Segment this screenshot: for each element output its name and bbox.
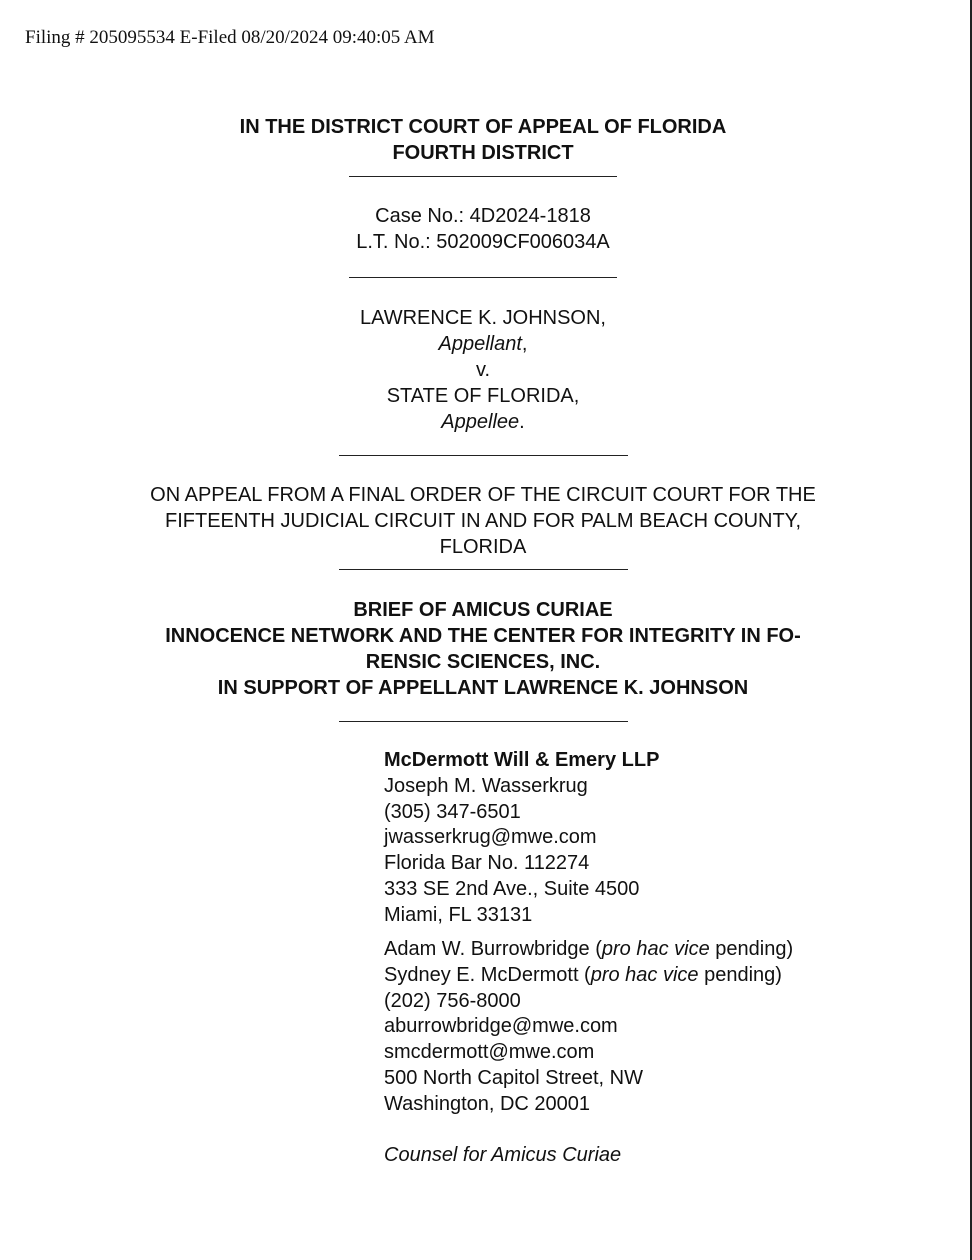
office-street-address: 333 SE 2nd Ave., Suite 4500 xyxy=(384,877,640,900)
appellee-period: . xyxy=(519,411,525,433)
pending-label: pending) xyxy=(698,963,782,986)
appellee-designation xyxy=(0,409,966,435)
pro-hac-vice-label: pro hac vice xyxy=(601,938,710,960)
parties xyxy=(0,305,966,435)
divider-5 xyxy=(339,721,628,722)
counsel-role-block xyxy=(384,1143,944,1169)
florida-bar-number: Florida Bar No. 112274 xyxy=(384,852,590,875)
office-city: Miami, FL 33131 xyxy=(384,903,533,926)
divider-4 xyxy=(339,569,628,570)
law-firm-name: McDermott Will & Emery LLP xyxy=(384,749,660,771)
appeal-line-2: FIFTEENTH JUDICIAL CIRCUIT IN AND FOR PALM BEACH COUNTY, xyxy=(165,510,801,532)
brief-title-line-4: IN SUPPORT OF APPELLANT LAWRENCE K. JOHNSON xyxy=(217,677,749,699)
divider-1 xyxy=(349,176,617,177)
attorney-email-mcdermott: smcdermott@mwe.com xyxy=(384,1041,595,1064)
brief-title xyxy=(0,597,966,701)
attorney-phone: (305) 347-6501 xyxy=(384,800,521,823)
divider-3 xyxy=(339,455,628,456)
appeal-line-3: FLORIDA xyxy=(439,536,527,558)
case-numbers xyxy=(0,203,966,255)
brief-title-line-1: BRIEF OF AMICUS CURIAE xyxy=(353,599,613,621)
attorney-email: jwasserkrug@mwe.com xyxy=(384,826,597,849)
appeal-origin xyxy=(0,482,966,560)
brief-title-line-2: INNOCENCE NETWORK AND THE CENTER FOR INTEGRITY IN FO- xyxy=(165,625,801,647)
versus: v. xyxy=(475,359,491,381)
attorney-mcdermott-name: Sydney E. McDermott ( xyxy=(384,963,591,986)
court-name: IN THE DISTRICT COURT OF APPEAL OF FLORIDA xyxy=(239,116,727,138)
dc-office-street-address: 500 North Capitol Street, NW xyxy=(384,1066,643,1089)
case-number: Case No.: 4D2024-1818 xyxy=(375,205,591,227)
appeal-line-1: ON APPEAL FROM A FINAL ORDER OF THE CIRCUIT COURT FOR THE xyxy=(150,484,816,506)
counsel-block-dc xyxy=(384,937,944,1118)
attorney-burrowbridge-name: Adam W. Burrowbridge ( xyxy=(384,938,602,960)
divider-2 xyxy=(349,277,617,278)
dc-office-city: Washington, DC 20001 xyxy=(384,1092,591,1115)
counsel-block-miami xyxy=(384,748,944,929)
pro-hac-vice-label: pro hac vice xyxy=(590,963,699,986)
appellee-role: Appellee xyxy=(441,411,520,433)
appellant-designation xyxy=(0,331,966,357)
appellant-comma: , xyxy=(521,333,528,355)
appellant-role: Appellant xyxy=(438,333,522,355)
court-heading xyxy=(0,114,966,166)
brief-title-line-3: RENSIC SCIENCES, INC. xyxy=(365,651,601,673)
counsel-role: Counsel for Amicus Curiae xyxy=(384,1144,622,1166)
filing-stamp: Filing # 205095534 E-Filed 08/20/2024 09:40:05 AM xyxy=(25,27,435,48)
attorney-mcdermott xyxy=(384,963,944,989)
pending-label: pending) xyxy=(709,938,794,960)
attorney-email-burrowbridge: aburrowbridge@mwe.com xyxy=(384,1015,618,1038)
attorney-burrowbridge xyxy=(384,937,944,963)
lower-tribunal-number: L.T. No.: 502009CF006034A xyxy=(356,231,610,253)
appellee-name: STATE OF FLORIDA, xyxy=(386,385,580,407)
attorney-name: Joseph M. Wasserkrug xyxy=(384,774,588,797)
appellant-name: LAWRENCE K. JOHNSON, xyxy=(360,307,606,329)
dc-office-phone: (202) 756-8000 xyxy=(384,989,521,1012)
court-district: FOURTH DISTRICT xyxy=(392,142,574,164)
